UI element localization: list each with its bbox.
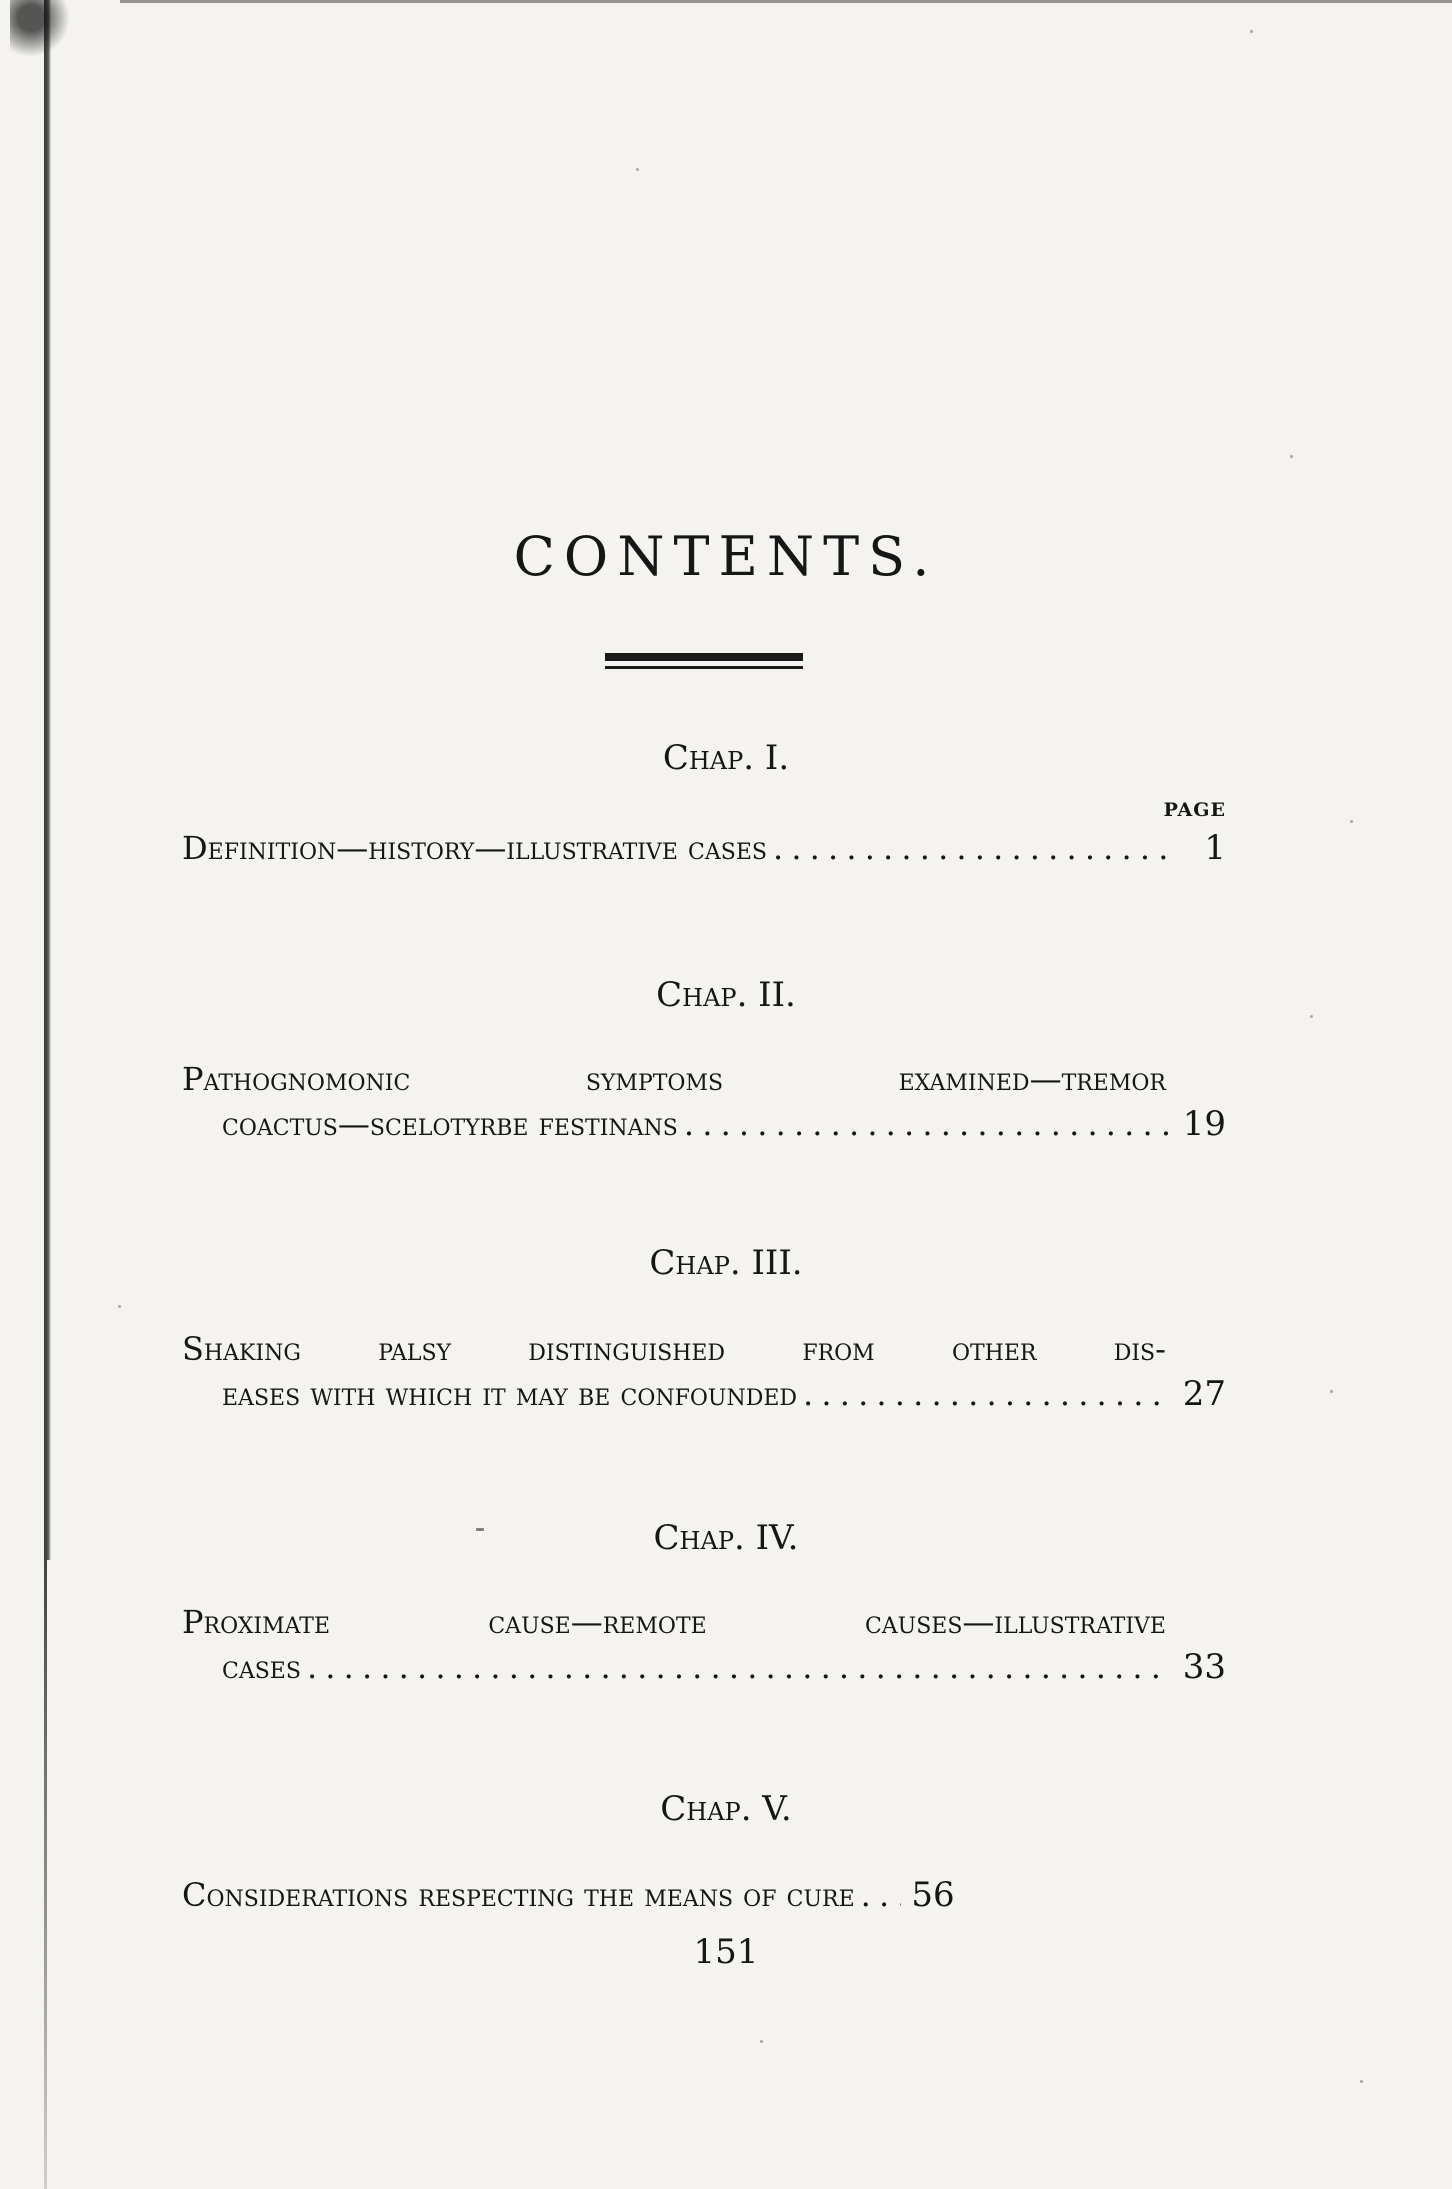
- chapter-3-entry: [182, 1330, 1226, 1414]
- chapter-1-heading: Chap. I.: [662, 738, 790, 778]
- chapter-1-entry: [182, 828, 1226, 868]
- leader-dots: [803, 1375, 1172, 1413]
- leader-dots: [307, 1648, 1172, 1686]
- chapter-5-entry: [182, 1875, 1226, 1915]
- chapter-1-line-1: Definition—history—illustrative cases: [182, 829, 767, 867]
- binding-edge-shadow-lower: [44, 1560, 47, 2189]
- chapter-5-line-1: Considerations respecting the means of cure: [182, 1876, 855, 1914]
- chapter-1-page: 1: [1204, 828, 1226, 868]
- leader-dots: [684, 1105, 1172, 1143]
- chapter-4-line-2: cases: [222, 1648, 301, 1686]
- scan-speck: [1290, 455, 1293, 458]
- chapter-4-entry: [182, 1603, 1226, 1687]
- scan-speck: [1330, 1390, 1333, 1393]
- binding-edge-shadow: [44, 0, 51, 1560]
- chapter-3-line-1: Shaking palsy distinguished from other dis-: [182, 1330, 1166, 1368]
- scan-speck: [1360, 2080, 1363, 2083]
- scan-speck: [1350, 820, 1353, 823]
- scan-speck: [118, 1305, 121, 1308]
- chapter-2-line-1: Pathognomonic symptoms examined—tremor: [182, 1060, 1166, 1098]
- scan-speck: [1310, 1015, 1313, 1018]
- chapter-4-line-1: Proximate cause—remote causes—illustrative: [182, 1603, 1166, 1641]
- chapter-2-heading: Chap. II.: [656, 975, 796, 1015]
- scan-speck: [636, 168, 639, 171]
- chapter-3-line-2: eases with which it may be confounded: [222, 1375, 798, 1413]
- chapter-2-line-2: coactus—scelotyrbe festinans: [222, 1105, 678, 1143]
- leader-dots: [773, 829, 1172, 867]
- chapter-2-entry: [182, 1060, 1226, 1144]
- chapter-5-heading: Chap. V.: [660, 1789, 792, 1829]
- page-title: CONTENTS.: [513, 525, 939, 588]
- scan-artifact: [10, 0, 80, 60]
- page-number: 151: [693, 1932, 759, 1972]
- chapter-5-page: 56: [911, 1875, 955, 1915]
- scan-speck: [1250, 30, 1253, 33]
- page-column-label: PAGE: [1163, 799, 1226, 821]
- page-top-edge: [120, 0, 1452, 3]
- title-double-rule: [605, 653, 803, 669]
- chapter-4-heading: Chap. IV.: [653, 1518, 799, 1558]
- scan-speck: [760, 2040, 763, 2043]
- chapter-3-heading: Chap. III.: [649, 1243, 803, 1283]
- chapter-4-page: 33: [1182, 1647, 1226, 1687]
- chapter-2-page: 19: [1182, 1104, 1226, 1144]
- chapter-3-page: 27: [1182, 1374, 1226, 1414]
- scan-speck: [476, 1528, 484, 1531]
- leader-dots: [861, 1876, 901, 1914]
